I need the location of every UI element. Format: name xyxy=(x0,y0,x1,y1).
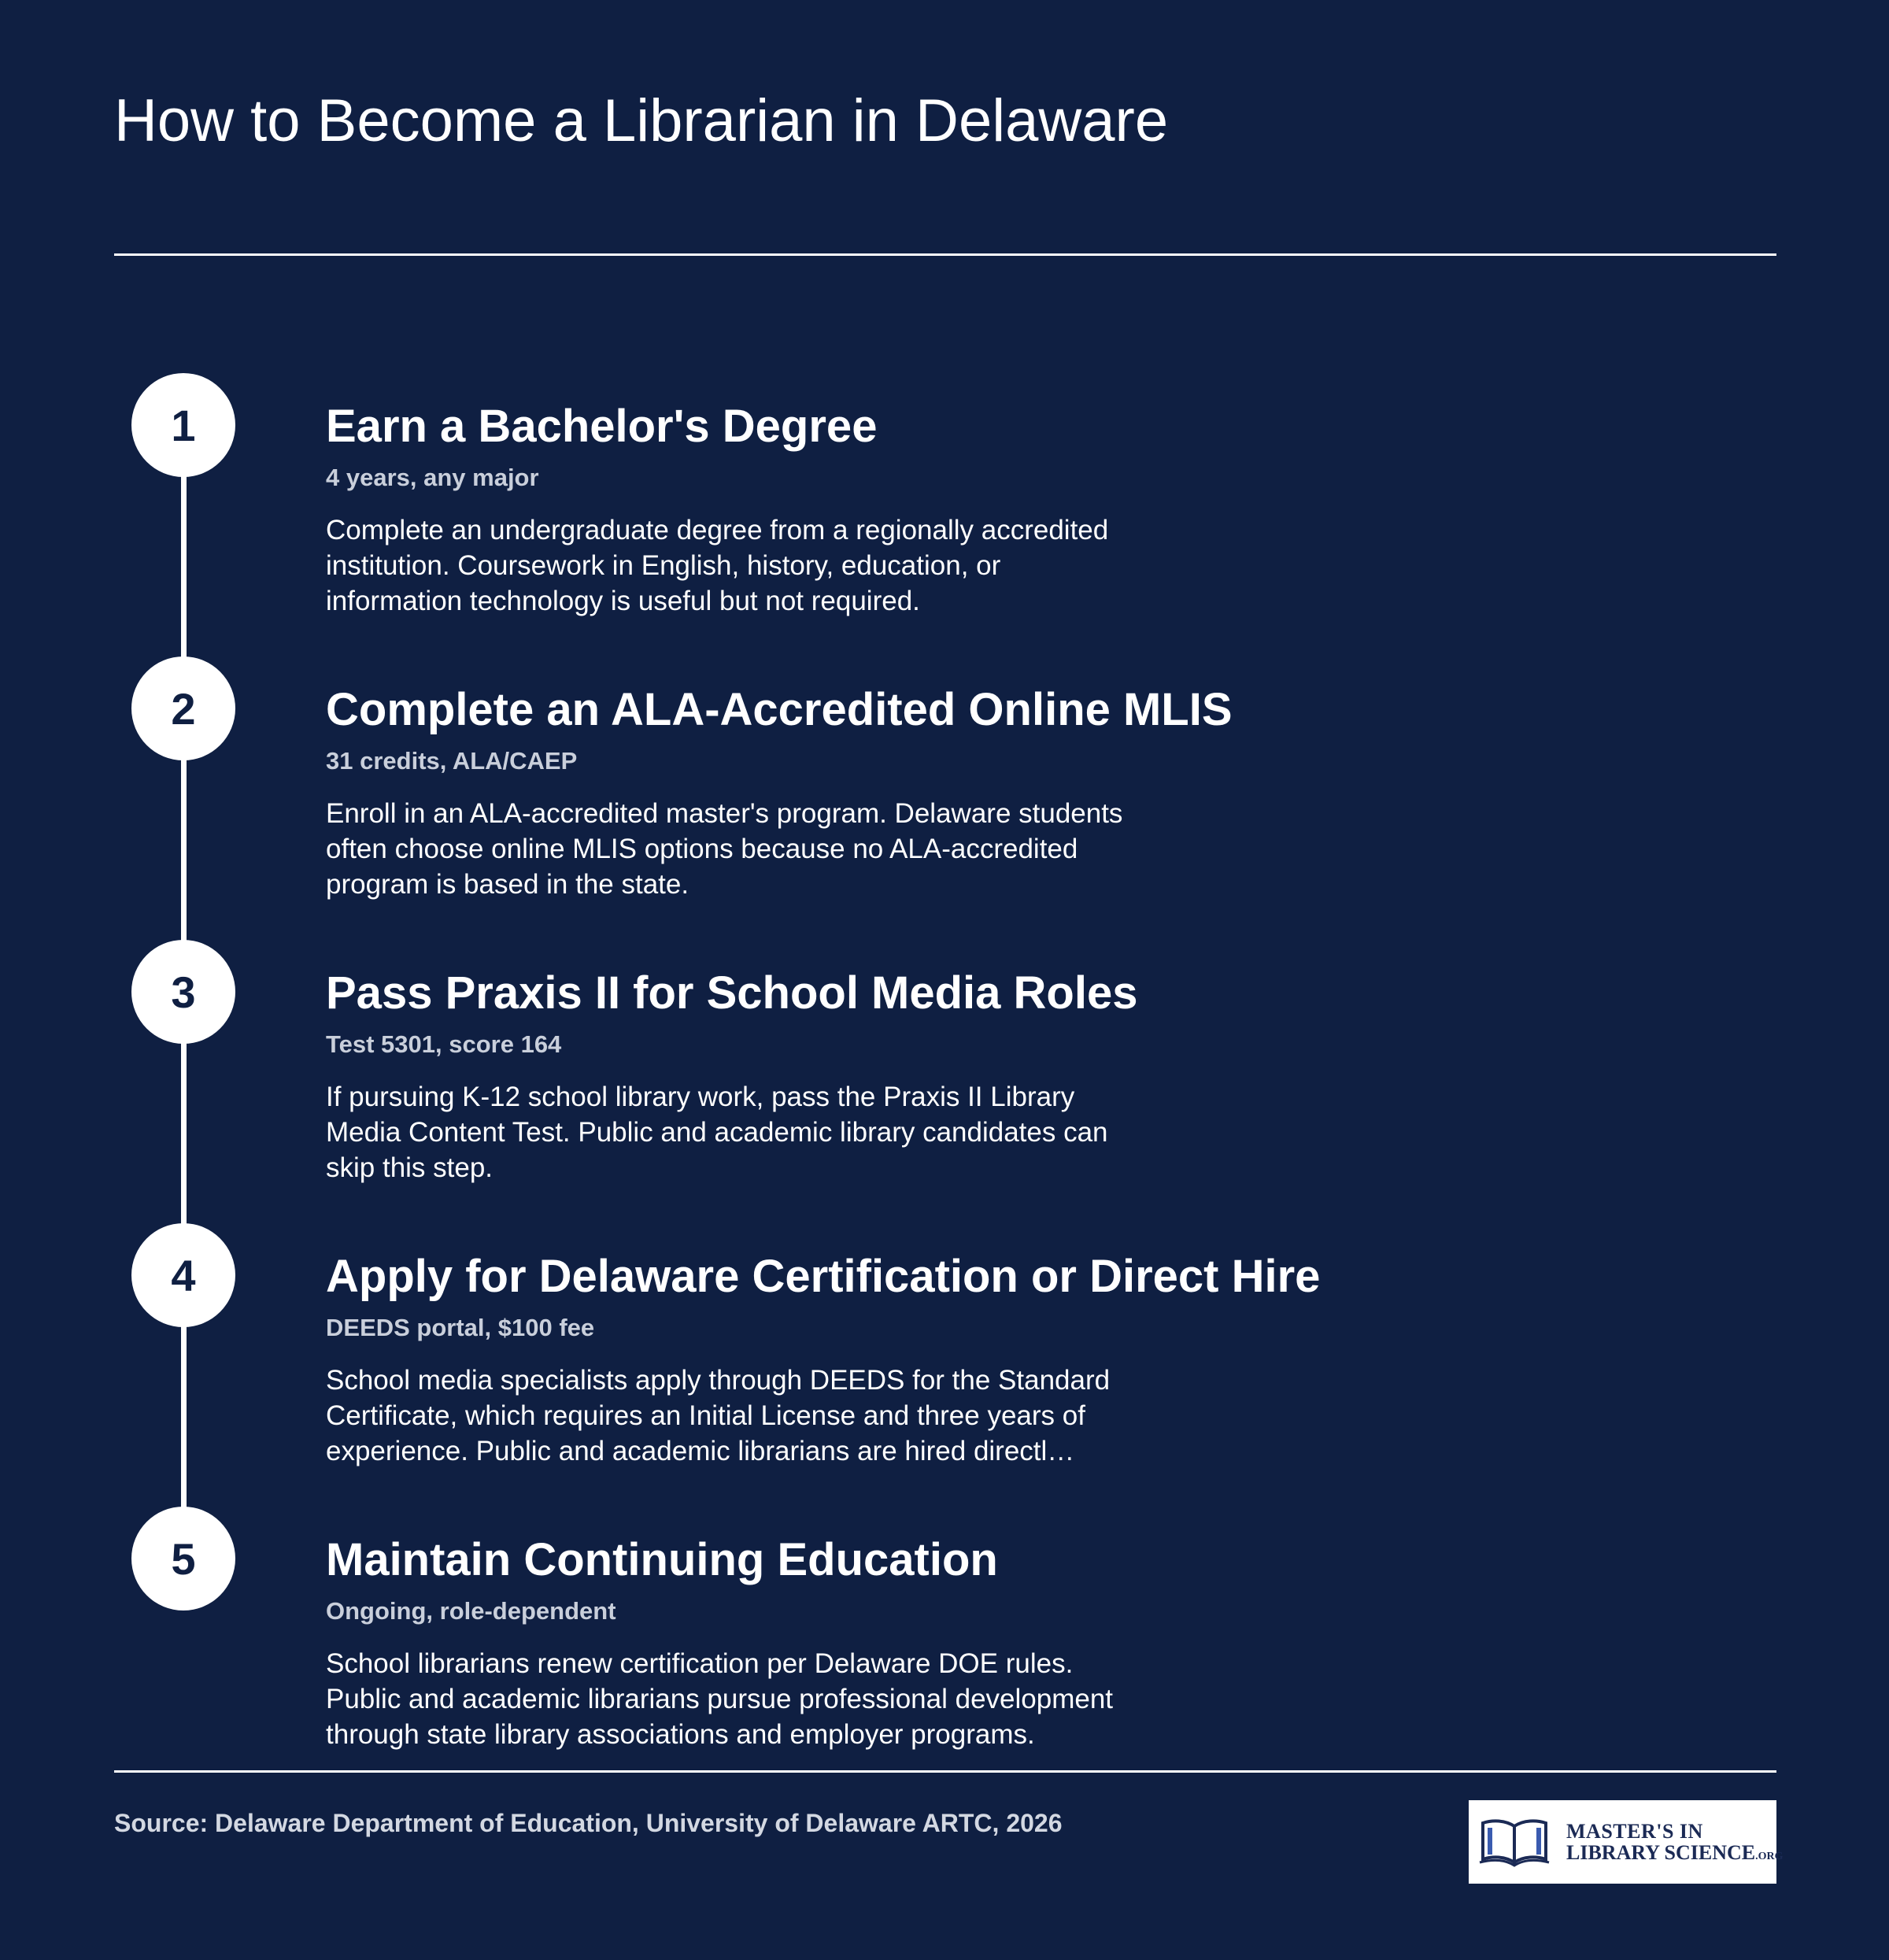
step-title: Maintain Continuing Education xyxy=(326,1534,998,1585)
page-title: How to Become a Librarian in Delaware xyxy=(114,87,1169,154)
step-meta: 4 years, any major xyxy=(326,463,539,491)
step-meta: Test 5301, score 164 xyxy=(326,1030,562,1058)
step-description: Complete an undergraduate degree from a regionally accredited institution. Coursework in English, history, education, or information technology is useful but not required. xyxy=(326,514,1109,616)
step-number-badge: 5 xyxy=(131,1507,235,1611)
logo-line-1: MASTER'S IN xyxy=(1566,1819,1703,1843)
step-number-badge: 1 xyxy=(131,373,235,477)
step-description: School librarians renew certification per Delaware DOE rules. Public and academic librarians pursue professional development through state library associations and employer programs. xyxy=(326,1648,1114,1750)
step-meta: Ongoing, role-dependent xyxy=(326,1596,616,1625)
step-title: Complete an ALA-Accredited Online MLIS xyxy=(326,684,1233,735)
step-meta: DEEDS portal, $100 fee xyxy=(326,1313,595,1341)
source-citation: Source: Delaware Department of Education, University of Delaware ARTC, 2026 xyxy=(114,1809,1063,1837)
bottom-divider xyxy=(114,1770,1776,1773)
logo-suffix: .ORG xyxy=(1755,1851,1784,1862)
top-divider xyxy=(114,253,1776,256)
step-number-badge: 2 xyxy=(131,656,235,760)
step-title: Earn a Bachelor's Degree xyxy=(326,401,878,452)
step-description: Enroll in an ALA-accredited master's program. Delaware students often choose online MLIS options because no ALA-accredited program is based in the state. xyxy=(326,797,1123,900)
step-number-badge: 4 xyxy=(131,1223,235,1327)
site-logo[interactable] xyxy=(1469,1800,1784,1884)
step-title: Apply for Delaware Certification or Direct Hire xyxy=(326,1251,1321,1302)
step-number-badge: 3 xyxy=(131,940,235,1044)
logo-line-2-text: LIBRARY SCIENCE xyxy=(1566,1841,1756,1864)
step-description: School media specialists apply through DEEDS for the Standard Certificate, which requires an Initial License and three years of experience. Public and academic librarians are hired directl… xyxy=(326,1364,1111,1466)
logo-wordmark xyxy=(1566,1821,1784,1864)
step-title: Pass Praxis II for School Media Roles xyxy=(326,967,1138,1019)
step-meta: 31 credits, ALA/CAEP xyxy=(326,746,578,775)
step-description: If pursuing K-12 school library work, pass the Praxis II Library Media Content Test. Public and academic library candidates can skip this step. xyxy=(326,1081,1108,1183)
open-book-icon xyxy=(1477,1814,1552,1869)
logo-line-2 xyxy=(1566,1842,1784,1863)
